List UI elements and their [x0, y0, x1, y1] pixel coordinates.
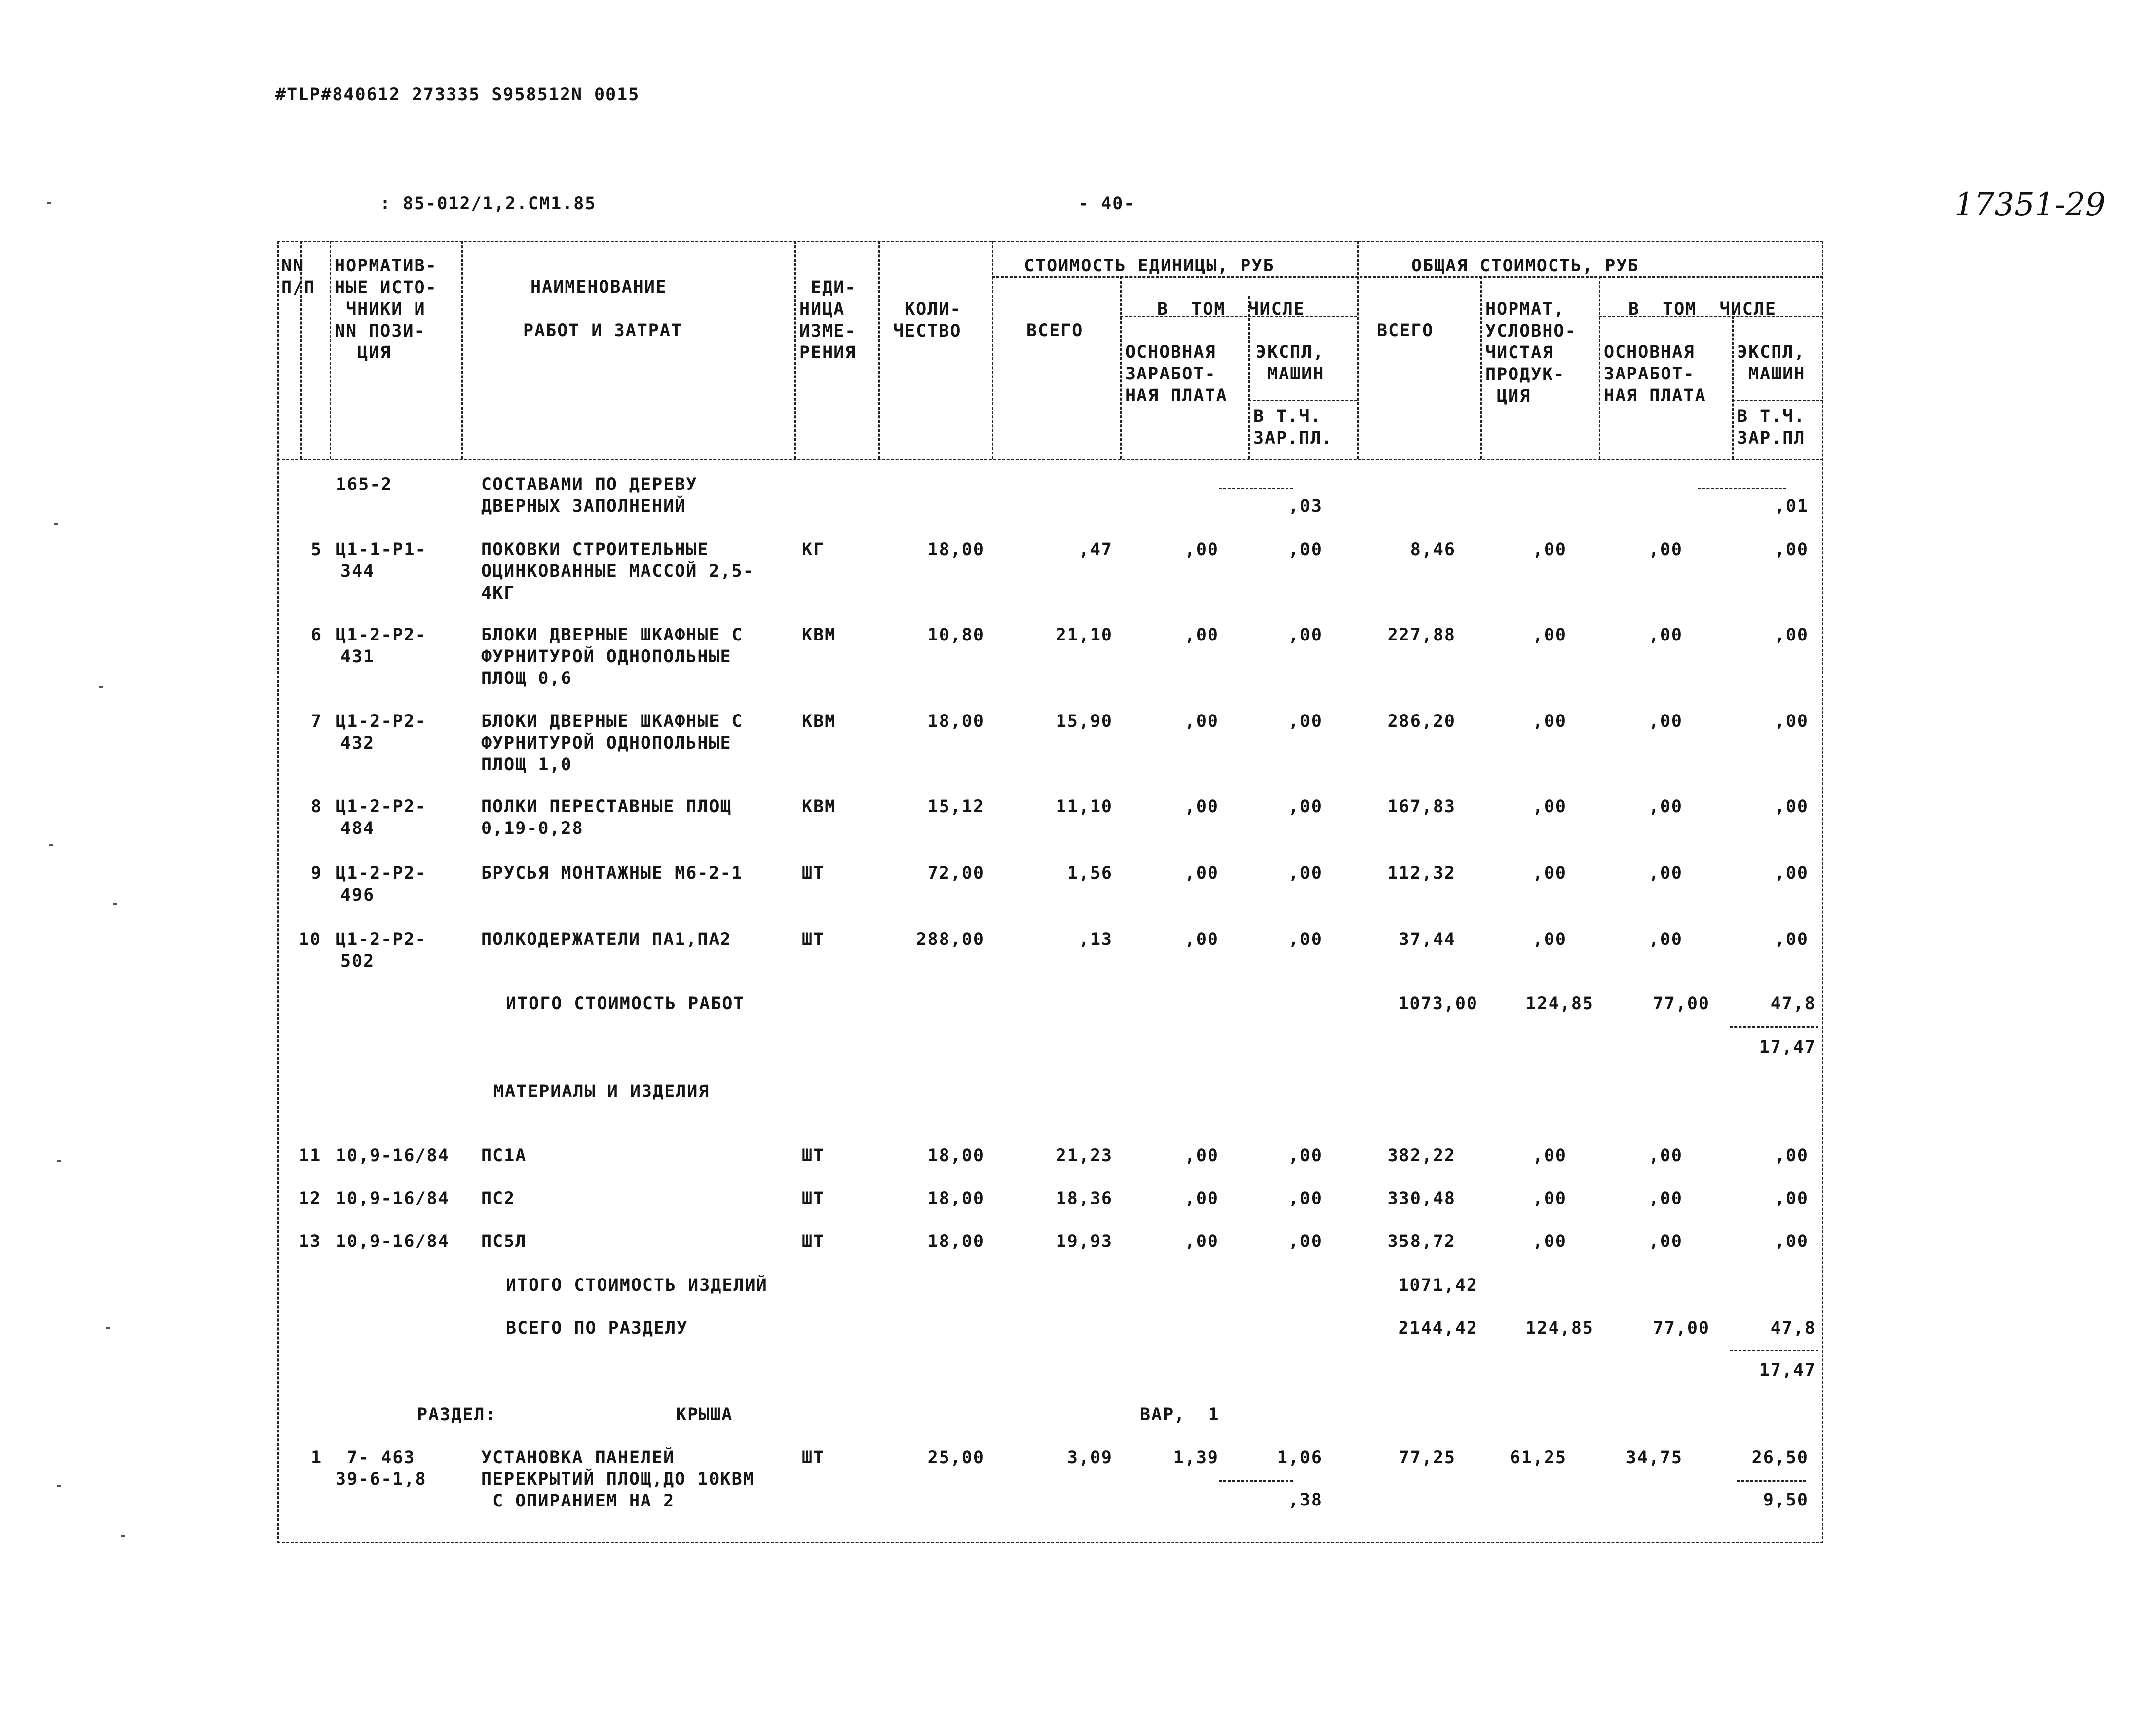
- material-unit: ШТ: [802, 1189, 825, 1208]
- subtotal-works-norm: 124,85: [1525, 994, 1594, 1014]
- row-norm: ,00: [1532, 625, 1567, 645]
- material-norm: ,00: [1532, 1189, 1567, 1208]
- header-subline: [1732, 400, 1823, 401]
- row-unit-wage: ,00: [1184, 712, 1219, 731]
- col-divider: [1248, 296, 1250, 459]
- header-subline: [1248, 400, 1357, 401]
- section-total-total: 2144,42: [1398, 1318, 1478, 1338]
- row-qty: 10,80: [927, 625, 984, 645]
- material-name: ПС1А: [481, 1146, 527, 1166]
- roof-row-unit-total: 3,09: [1067, 1448, 1113, 1468]
- project-code: : 85-012/1,2.СМ1.85: [380, 194, 597, 214]
- section-label: РАЗДЕЛ:: [417, 1405, 497, 1425]
- row-unit: КГ: [802, 540, 825, 560]
- scan-dot: [47, 202, 51, 204]
- roof-row-wage: 34,75: [1626, 1448, 1683, 1468]
- row-unit-total: 1,56: [1067, 864, 1113, 883]
- row-code: 344: [340, 562, 375, 581]
- row-unit-wage: ,00: [1184, 864, 1219, 883]
- header-unit-cost: СТОИМОСТЬ ЕДИНИЦЫ, РУБ: [1024, 256, 1275, 276]
- material-unit-wage: ,00: [1184, 1189, 1219, 1208]
- row-unit-wage: ,00: [1184, 797, 1219, 817]
- row-name: СОСТАВАМИ ПО ДЕРЕВУ: [481, 475, 698, 494]
- row-norm: ,00: [1532, 864, 1567, 883]
- row-mach: ,00: [1774, 864, 1809, 883]
- col-divider: [1120, 276, 1122, 459]
- row-unit-total: 21,10: [1056, 625, 1113, 645]
- section-variant: ВАР, 1: [1140, 1405, 1220, 1425]
- row-unit-wage: ,00: [1184, 930, 1219, 949]
- row-name: БРУСЬЯ МОНТАЖНЫЕ М6-2-1: [481, 864, 743, 883]
- sub-underline: [1730, 1026, 1818, 1028]
- row-code: 432: [340, 733, 375, 753]
- header-total-wage: ОСНОВНАЯ ЗАРАБОТ- НАЯ ПЛАТА: [1604, 342, 1706, 406]
- col-divider: [1599, 276, 1600, 459]
- col-divider: [1732, 316, 1734, 459]
- material-qty: 18,00: [927, 1189, 984, 1208]
- document-code-line: #TLP#840612 273335 S958512N 0015: [275, 85, 640, 105]
- row-name: ПОЛКОДЕРЖАТЕЛИ ПА1,ПА2: [481, 930, 732, 949]
- material-unit-wage: ,00: [1184, 1146, 1219, 1166]
- roof-row-qty: 25,00: [927, 1448, 984, 1468]
- row-code: 502: [340, 951, 375, 971]
- row-unit: ШТ: [802, 930, 825, 949]
- header-unit-wage: ОСНОВНАЯ ЗАРАБОТ- НАЯ ПЛАТА: [1125, 342, 1228, 406]
- row-unit-total: 11,10: [1056, 797, 1113, 817]
- col-divider: [878, 241, 880, 459]
- scan-dot: [49, 844, 53, 846]
- material-unit-total: 19,93: [1056, 1232, 1113, 1251]
- row-wage: ,00: [1648, 930, 1683, 949]
- section-total-wage: 77,00: [1653, 1318, 1710, 1338]
- subtotal-works-wage: 77,00: [1653, 994, 1710, 1014]
- header-name-2: РАБОТ И ЗАТРАТ: [523, 321, 683, 340]
- header-total-mach-sub: В Т.Ч. ЗАР.ПЛ: [1737, 407, 1806, 448]
- material-unit: ШТ: [802, 1232, 825, 1251]
- material-wage: ,00: [1648, 1232, 1683, 1251]
- row-unit-mach: ,00: [1288, 864, 1323, 883]
- row-wage: ,00: [1648, 864, 1683, 883]
- roof-row-norm: 61,25: [1510, 1448, 1567, 1468]
- row-wage: ,00: [1648, 797, 1683, 817]
- section-total-norm: 124,85: [1525, 1318, 1594, 1338]
- header-total-norm: НОРМАТ, УСЛОВНО- ЧИСТАЯ ПРОДУК- ЦИЯ: [1485, 300, 1577, 406]
- row-nn: 9: [311, 864, 323, 883]
- sub-underline: [1730, 1350, 1818, 1351]
- subtotal-works-mach: 47,8: [1770, 994, 1816, 1014]
- row-total: 167,83: [1387, 797, 1456, 817]
- material-nn: 11: [299, 1146, 322, 1166]
- table-frame: [277, 241, 1823, 1543]
- material-wage: ,00: [1648, 1146, 1683, 1166]
- row-code: 431: [340, 647, 375, 667]
- material-qty: 18,00: [927, 1146, 984, 1166]
- roof-row-unit-wage: 1,39: [1173, 1448, 1219, 1468]
- material-total: 330,48: [1387, 1189, 1456, 1208]
- roof-row-mach: 26,50: [1751, 1448, 1809, 1468]
- row-unit-wage: ,00: [1184, 540, 1219, 560]
- row-mach: ,00: [1774, 625, 1809, 645]
- material-qty: 18,00: [927, 1232, 984, 1251]
- row-unit-mach-sub: ,03: [1288, 496, 1323, 516]
- subtotal-works-total: 1073,00: [1398, 994, 1478, 1014]
- row-unit-total: 15,90: [1056, 712, 1113, 731]
- material-unit-total: 21,23: [1056, 1146, 1113, 1166]
- row-unit: КВМ: [802, 797, 836, 817]
- sub-underline: [1737, 1480, 1806, 1482]
- row-unit: КВМ: [802, 625, 836, 645]
- material-unit-mach: ,00: [1288, 1232, 1323, 1251]
- row-name: ОЦИНКОВАННЫЕ МАССОЙ 2,5-: [481, 562, 755, 581]
- scan-dot: [106, 1327, 110, 1329]
- header-name-1: НАИМЕНОВАНИЕ: [530, 277, 667, 297]
- row-qty: 18,00: [927, 712, 984, 731]
- sub-underline: [1219, 488, 1293, 489]
- row-mach: ,00: [1774, 712, 1809, 731]
- row-name: ПОКОВКИ СТРОИТЕЛЬНЫЕ: [481, 540, 709, 560]
- col-divider: [1357, 241, 1359, 459]
- section-total-mach-sub: 17,47: [1759, 1360, 1816, 1380]
- row-unit-total: ,47: [1078, 540, 1113, 560]
- row-total: 37,44: [1399, 930, 1456, 949]
- header-total-total: ВСЕГО: [1377, 321, 1434, 340]
- scan-dot: [57, 1160, 61, 1162]
- row-nn: 7: [311, 712, 323, 731]
- roof-row-mach-sub: 9,50: [1763, 1490, 1809, 1510]
- material-code: 10,9-16/84: [336, 1189, 450, 1208]
- header-unit: ЕДИ- НИЦА ИЗМЕ- РЕНИЯ: [799, 278, 857, 363]
- row-unit-mach: ,00: [1288, 797, 1323, 817]
- subtotal-works-mach-sub: 17,47: [1759, 1037, 1816, 1057]
- row-code: Ц1-1-Р1-: [336, 540, 427, 560]
- roof-row-unit-mach: 1,06: [1277, 1448, 1323, 1468]
- material-norm: ,00: [1532, 1232, 1567, 1251]
- row-code: Ц1-2-Р2-: [336, 712, 427, 731]
- row-code: Ц1-2-Р2-: [336, 864, 427, 883]
- material-mach: ,00: [1774, 1146, 1809, 1166]
- row-unit: КВМ: [802, 712, 836, 731]
- header-nn: NN П/П: [281, 256, 316, 298]
- row-name: 0,19-0,28: [481, 819, 584, 838]
- row-name: 4КГ: [481, 583, 516, 603]
- material-wage: ,00: [1648, 1189, 1683, 1208]
- roof-row-unit: ШТ: [802, 1448, 825, 1468]
- roof-row-name: УСТАНОВКА ПАНЕЛЕЙ ПЕРЕКРЫТИЙ ПЛОЩ,ДО 10КВМ С ОПИРАНИЕМ НА 2: [481, 1448, 755, 1511]
- row-unit-mach: ,00: [1288, 625, 1323, 645]
- header-total-mach: ЭКСПЛ, МАШИН: [1737, 342, 1806, 384]
- scan-dot: [99, 686, 103, 688]
- material-unit: ШТ: [802, 1146, 825, 1166]
- header-unit-incl: В ТОМ ЧИСЛЕ: [1157, 300, 1305, 319]
- row-nn: 5: [311, 540, 323, 560]
- row-name: ФУРНИТУРОЙ ОДНОПОЛЬНЫЕ: [481, 733, 732, 753]
- sub-underline: [1219, 1480, 1293, 1482]
- row-mach: ,00: [1774, 540, 1809, 560]
- row-wage: ,00: [1648, 540, 1683, 560]
- materials-heading: МАТЕРИАЛЫ И ИЗДЕЛИЯ: [493, 1082, 710, 1101]
- subtotal-items-label: ИТОГО СТОИМОСТЬ ИЗДЕЛИЙ: [506, 1276, 768, 1295]
- subtotal-works-label: ИТОГО СТОИМОСТЬ РАБОТ: [506, 994, 745, 1014]
- row-code: Ц1-2-Р2-: [336, 797, 427, 817]
- scan-dot: [57, 1485, 61, 1487]
- row-total: 112,32: [1387, 864, 1456, 883]
- row-code: 165-2: [336, 475, 393, 494]
- scan-dot: [121, 1535, 125, 1537]
- material-unit-mach: ,00: [1288, 1189, 1323, 1208]
- material-nn: 13: [299, 1232, 322, 1251]
- header-unit-mach: ЭКСПЛ, МАШИН: [1256, 342, 1324, 384]
- row-qty: 18,00: [927, 540, 984, 560]
- material-mach: ,00: [1774, 1189, 1809, 1208]
- row-nn: 10: [299, 930, 322, 949]
- header-total-incl: В ТОМ ЧИСЛЕ: [1628, 300, 1777, 319]
- row-name: ПЛОЩ 0,6: [481, 669, 572, 688]
- material-unit-total: 18,36: [1056, 1189, 1113, 1208]
- header-qty: КОЛИ- ЧЕСТВО: [893, 300, 962, 341]
- row-qty: 15,12: [927, 797, 984, 817]
- row-code: Ц1-2-Р2-: [336, 930, 427, 949]
- row-mach-sub: ,01: [1774, 496, 1809, 516]
- header-unit-total: ВСЕГО: [1026, 321, 1084, 340]
- header-total-cost: ОБЩАЯ СТОИМОСТЬ, РУБ: [1411, 256, 1639, 276]
- row-unit-mach: ,00: [1288, 540, 1323, 560]
- col-divider: [330, 241, 331, 459]
- material-total: 358,72: [1387, 1232, 1456, 1251]
- row-norm: ,00: [1532, 797, 1567, 817]
- row-unit: ШТ: [802, 864, 825, 883]
- col-divider: [794, 241, 796, 459]
- section-total-mach: 47,8: [1770, 1318, 1816, 1338]
- col-divider: [1480, 276, 1482, 459]
- roof-row-unit-mach-sub: ,38: [1288, 1490, 1323, 1510]
- header-norm-sources: НОРМАТИВ- НЫЕ ИСТО- ЧНИКИ И NN ПОЗИ- ЦИЯ: [335, 256, 437, 363]
- row-name: БЛОКИ ДВЕРНЫЕ ШКАФНЫЕ С: [481, 625, 743, 645]
- row-name: ПОЛКИ ПЕРЕСТАВНЫЕ ПЛОЩ: [481, 797, 732, 817]
- roof-row-nn: 1: [311, 1448, 323, 1468]
- row-norm: ,00: [1532, 712, 1567, 731]
- row-mach: ,00: [1774, 930, 1809, 949]
- material-mach: ,00: [1774, 1232, 1809, 1251]
- row-name: ФУРНИТУРОЙ ОДНОПОЛЬНЫЕ: [481, 647, 732, 667]
- row-qty: 72,00: [927, 864, 984, 883]
- row-unit-mach: ,00: [1288, 712, 1323, 731]
- row-nn: 8: [311, 797, 323, 817]
- col-divider: [461, 241, 463, 459]
- row-unit-mach: ,00: [1288, 930, 1323, 949]
- material-unit-mach: ,00: [1288, 1146, 1323, 1166]
- row-code: Ц1-2-Р2-: [336, 625, 427, 645]
- subtotal-items-total: 1071,42: [1398, 1276, 1478, 1295]
- row-total: 8,46: [1410, 540, 1456, 560]
- row-qty: 288,00: [916, 930, 984, 949]
- roof-row-total: 77,25: [1399, 1448, 1456, 1468]
- col-divider: [992, 241, 993, 459]
- scan-dot: [54, 523, 58, 525]
- row-norm: ,00: [1532, 540, 1567, 560]
- row-name: ДВЕРНЫХ ЗАПОЛНЕНИЙ: [481, 496, 686, 516]
- row-code: 496: [340, 885, 375, 905]
- handwritten-number: 17351-29: [1954, 187, 2106, 223]
- page-number: - 40-: [1078, 194, 1135, 214]
- sub-underline: [1698, 488, 1786, 489]
- row-total: 286,20: [1387, 712, 1456, 731]
- row-nn: 6: [311, 625, 323, 645]
- roof-row-code: 7- 463 39-6-1,8: [336, 1448, 427, 1489]
- row-unit-wage: ,00: [1184, 625, 1219, 645]
- material-unit-wage: ,00: [1184, 1232, 1219, 1251]
- material-total: 382,22: [1387, 1146, 1456, 1166]
- section-total-label: ВСЕГО ПО РАЗДЕЛУ: [506, 1318, 688, 1338]
- section-name: КРЫША: [676, 1405, 733, 1425]
- scan-dot: [113, 903, 117, 905]
- header-separator: [277, 459, 1823, 460]
- material-code: 10,9-16/84: [336, 1146, 450, 1166]
- material-code: 10,9-16/84: [336, 1232, 450, 1251]
- row-name: ПЛОЩ 1,0: [481, 755, 572, 775]
- row-name: БЛОКИ ДВЕРНЫЕ ШКАФНЫЕ С: [481, 712, 743, 731]
- row-wage: ,00: [1648, 712, 1683, 731]
- material-name: ПС2: [481, 1189, 516, 1208]
- row-total: 227,88: [1387, 625, 1456, 645]
- row-code: 484: [340, 819, 375, 838]
- row-mach: ,00: [1774, 797, 1809, 817]
- header-unit-mach-sub: В Т.Ч. ЗАР.ПЛ.: [1253, 407, 1333, 448]
- material-name: ПС5Л: [481, 1232, 527, 1251]
- material-norm: ,00: [1532, 1146, 1567, 1166]
- row-unit-total: ,13: [1078, 930, 1113, 949]
- row-wage: ,00: [1648, 625, 1683, 645]
- row-norm: ,00: [1532, 930, 1567, 949]
- material-nn: 12: [299, 1189, 322, 1208]
